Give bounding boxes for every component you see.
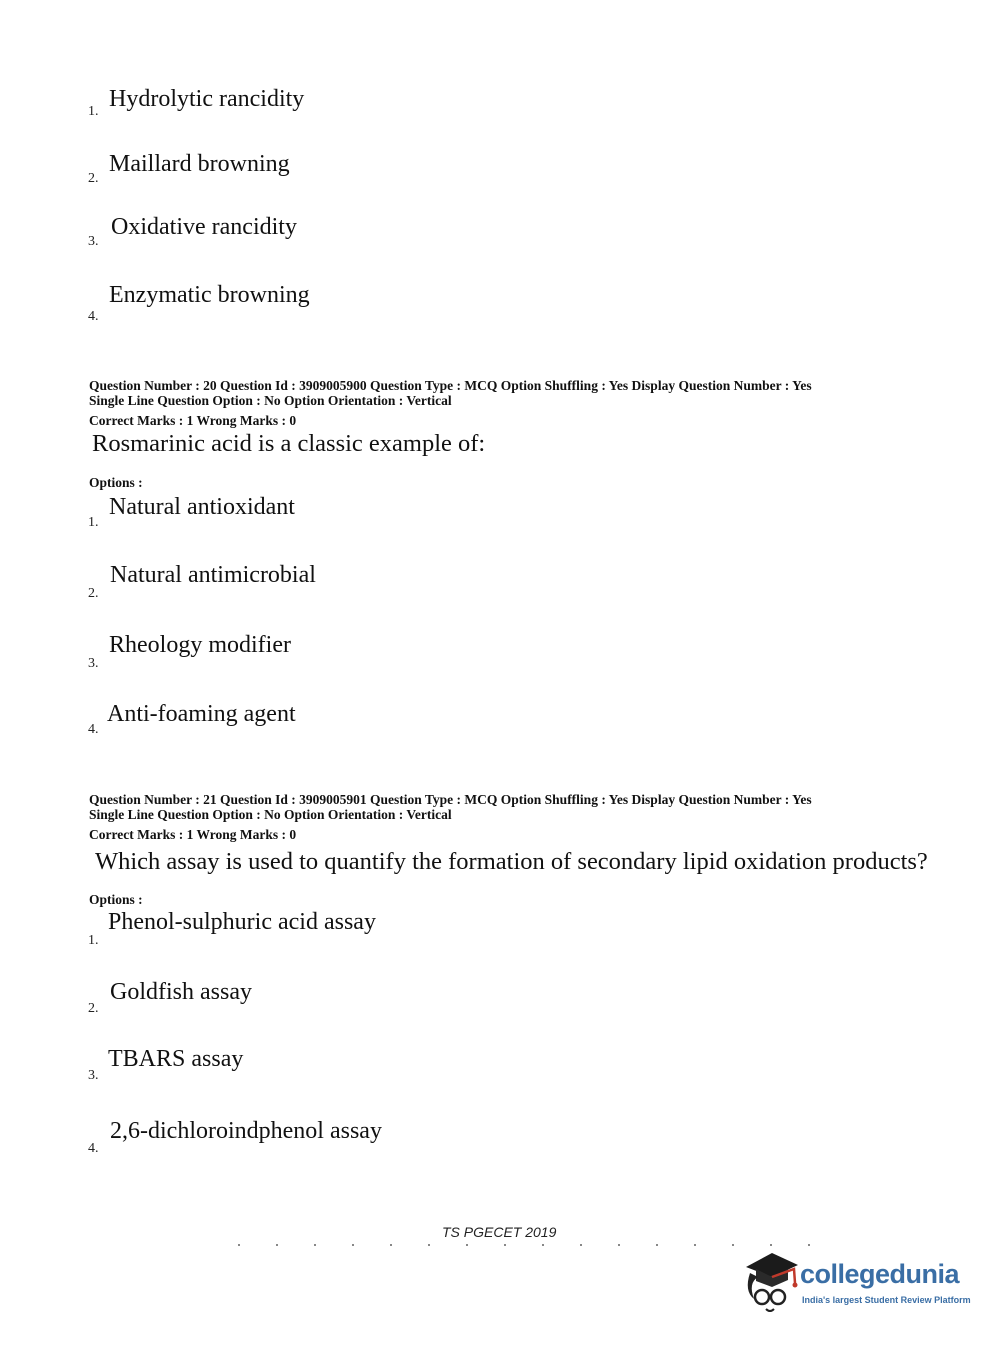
question-marks: Correct Marks : 1 Wrong Marks : 0 (89, 827, 297, 842)
footer-divider (238, 1244, 818, 1246)
question-marks: Correct Marks : 1 Wrong Marks : 0 (89, 413, 297, 428)
option-text: Rheology modifier (109, 632, 291, 658)
graduation-cap-mascot-icon (742, 1247, 802, 1317)
question-text: Rosmarinic acid is a classic example of: (92, 430, 486, 457)
footer-exam-title: TS PGECET 2019 (442, 1224, 557, 1240)
option-number: 2. (88, 1001, 99, 1016)
option-text: Natural antioxidant (109, 494, 295, 520)
logo-tagline: India's largest Student Review Platform (802, 1295, 971, 1305)
option-text: Maillard browning (109, 151, 290, 177)
option-text: TBARS assay (108, 1046, 244, 1072)
question-text: Which assay is used to quantify the formation of secondary lipid oxidation products? (95, 848, 928, 875)
option-number: 3. (88, 656, 99, 671)
option-text: Anti-foaming agent (107, 701, 296, 727)
option-text: Enzymatic browning (109, 282, 310, 308)
option-text: Phenol-sulphuric acid assay (108, 909, 376, 935)
question-meta-line2: Single Line Question Option : No Option Orientation : Vertical (89, 807, 452, 822)
options-label: Options : (89, 892, 143, 907)
collegedunia-logo[interactable] (742, 1247, 972, 1317)
option-text: Oxidative rancidity (111, 214, 297, 240)
option-text: Hydrolytic rancidity (109, 86, 305, 112)
option-number: 3. (88, 1068, 99, 1083)
option-text: 2,6-dichloroindphenol assay (110, 1118, 382, 1144)
option-number: 4. (88, 309, 99, 324)
option-number: 4. (88, 1141, 99, 1156)
option-number: 3. (88, 234, 99, 249)
question-meta-line1: Question Number : 21 Question Id : 3909005901 Question Type : MCQ Option Shuffling : Yes Display Question Number : Yes (89, 792, 812, 807)
option-number: 1. (88, 104, 99, 119)
option-number: 2. (88, 586, 99, 601)
logo-wordmark: collegedunia (800, 1259, 960, 1289)
option-number: 4. (88, 722, 99, 737)
options-label: Options : (89, 475, 143, 490)
question-meta-line2: Single Line Question Option : No Option Orientation : Vertical (89, 393, 452, 408)
option-number: 2. (88, 171, 99, 186)
option-number: 1. (88, 515, 99, 530)
option-text: Goldfish assay (110, 979, 252, 1005)
option-text: Natural antimicrobial (110, 562, 316, 588)
question-meta-line1: Question Number : 20 Question Id : 3909005900 Question Type : MCQ Option Shuffling : Yes Display Question Number : Yes (89, 378, 812, 393)
option-number: 1. (88, 933, 99, 948)
